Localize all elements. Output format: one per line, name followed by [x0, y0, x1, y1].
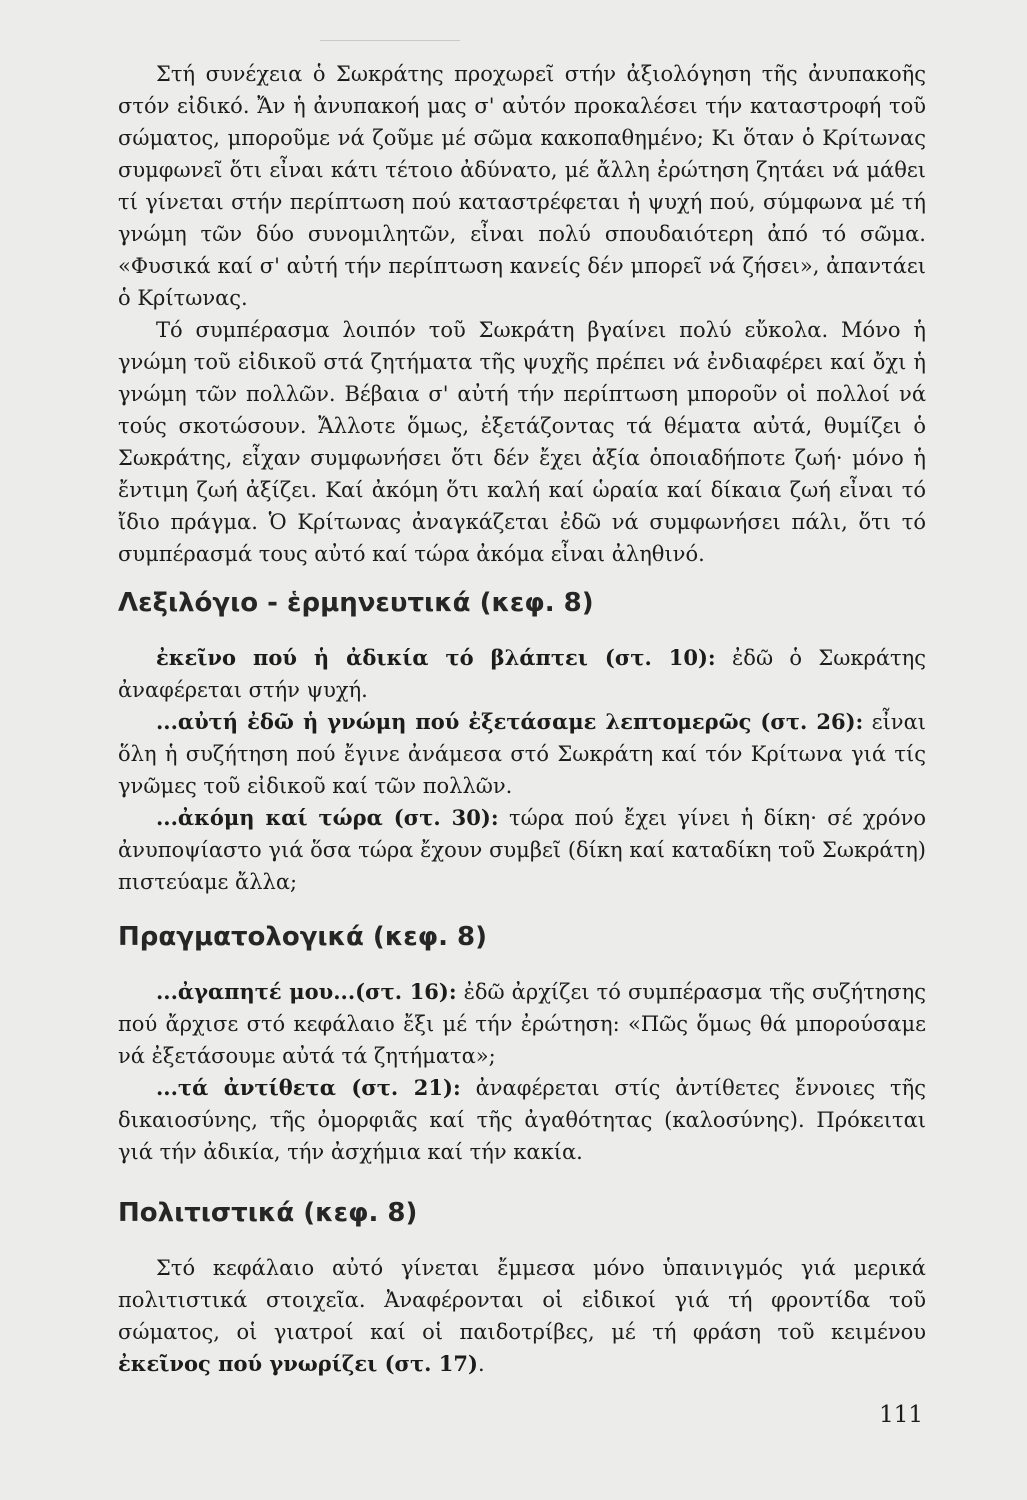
main-paragraph-1: Στή συνέχεια ὁ Σωκράτης προχωρεῖ στήν ἀξιολόγηση τῆς ἀνυπακοῆς στόν εἰδικό. Ἄν ἡ ἀνυπακοή μας σ' αὐτόν προκαλέσει τήν καταστροφή τοῦ σώματος, μποροῦμε νά ζοῦμε μέ σῶμα κακοπαθημένο; Κι ὅταν ὁ Κρίτωνας συμφωνεῖ ὅτι εἶναι κάτι τέτοιο ἀδύνατο, μέ ἄλλη ἐρώτηση ζητάει νά μάθει τί γίνεται στήν περίπτωση πού καταστρέφεται ἡ ψυχή πού, σύμφωνα μέ τή γνώμη τῶν δύο συνομιλητῶν, εἶναι πολύ σπουδαιότερη ἀπό τό σῶμα. «Φυσικά καί σ' αὐτή τήν περίπτωση κανείς δέν μπορεῖ νά ζήσει», ἀπαντάει ὁ Κρίτωνας. [118, 62, 926, 310]
section-lexilogio [118, 642, 926, 898]
paragraph-term: ἐκεῖνος πού γνωρίζει (στ. 17) [118, 1351, 478, 1376]
entry-lexilogio-2 [118, 706, 926, 802]
section-heading-lexilogio: Λεξιλόγιο - ἑρμηνευτικά (κεφ. 8) [118, 588, 594, 618]
paragraph-text: Στό κεφάλαιο αὐτό γίνεται ἔμμεσα μόνο ὑπαινιγμός γιά μερικά πολιτιστικά στοιχεῖα. Ἀναφέρονται οἱ εἰδικοί γιά τή φροντίδα τοῦ σώματος, οἱ γιατροί καί οἱ παιδοτρίβες, μέ τή φράση τοῦ κειμένου [118, 1256, 926, 1344]
page-number: 111 [879, 1402, 923, 1428]
main-paragraph-2: Τό συμπέρασμα λοιπόν τοῦ Σωκράτη βγαίνει πολύ εὔκολα. Μόνο ἡ γνώμη τοῦ εἰδικοῦ στά ζητήματα τῆς ψυχῆς πρέπει νά ἐνδιαφέρει καί ὄχι ἡ γνώμη τῶν πολλῶν. Βέβαια σ' αὐτή τήν περίπτωση μποροῦν οἱ πολλοί νά τούς σκοτώσουν. Ἄλλοτε ὅμως, ἐξετάζοντας τά θέματα αὐτά, θυμίζει ὁ Σωκράτης, εἶχαν συμφωνήσει ὅτι δέν ἔχει ἀξία ὁποιαδήποτε ζωή· μόνο ἡ ἔντιμη ζωή ἀξίζει. Καί ἀκόμη ὅτι καλή καί ὡραία καί δίκαια ζωή εἶναι τό ἴδιο πράγμα. Ὁ Κρίτωνας ἀναγκάζεται ἐδῶ νά συμφωνήσει πάλι, ὅτι τό συμπέρασμά τους αὐτό καί τώρα ἀκόμα εἶναι ἀληθινό. [118, 318, 926, 566]
section-politistika [118, 1252, 926, 1380]
politistika-paragraph [118, 1252, 926, 1380]
paragraph-end: . [477, 1352, 485, 1376]
section-pragmatologika [118, 976, 926, 1168]
entry-text: ἐδῶ ἀρχίζει τό συμπέρασμα τῆς συζήτησης πού ἄρχισε στό κεφάλαιο ἔξι μέ τήν ἐρώτηση: «Πῶς ὅμως θά μπορούσαμε νά ἐξετάσουμε αὐτά τά ζητήματα»; [118, 980, 926, 1068]
entry-term: ...αὐτή ἐδῶ ἡ γνώμη πού ἐξετάσαμε λεπτομερῶς (στ. 26): [156, 709, 864, 734]
entry-lexilogio-1 [118, 642, 926, 706]
section-heading-pragmatologika: Πραγματολογικά (κεφ. 8) [118, 922, 488, 952]
top-rule [320, 40, 460, 41]
entry-lexilogio-3 [118, 802, 926, 898]
entry-text: ἀναφέρεται στίς ἀντίθετες ἔννοιες τῆς δικαιοσύνης, τῆς ὀμορφιᾶς καί τῆς ἀγαθότητας (καλοσύνης). Πρόκειται γιά τήν ἀδικία, τήν ἀσχήμια καί τήν κακία. [118, 1076, 926, 1164]
section-heading-politistika: Πολιτιστικά (κεφ. 8) [118, 1198, 418, 1228]
entry-term: ἐκεῖνο πού ἡ ἀδικία τό βλάπτει (στ. 10): [156, 645, 716, 670]
entry-pragmatologika-2 [118, 1072, 926, 1168]
entry-text: ἐδῶ ὁ Σωκράτης ἀναφέρεται στήν ψυχή. [118, 646, 926, 702]
entry-pragmatologika-1 [118, 976, 926, 1072]
entry-term: ...τά ἀντίθετα (στ. 21): [156, 1075, 461, 1100]
entry-term: ...ἀκόμη καί τώρα (στ. 30): [156, 805, 499, 830]
entry-text: τώρα πού ἔχει γίνει ἡ δίκη· σέ χρόνο ἀνυποψίαστο γιά ὅσα τώρα ἔχουν συμβεῖ (δίκη καί καταδίκη τοῦ Σωκράτη) πιστεύαμε ἄλλα; [118, 806, 926, 894]
entry-text: εἶναι ὅλη ἡ συζήτηση πού ἔγινε ἀνάμεσα στό Σωκράτη καί τόν Κρίτωνα γιά τίς γνῶμες τοῦ εἰδικοῦ καί τῶν πολλῶν. [118, 710, 926, 798]
main-text [118, 58, 926, 570]
entry-term: ...ἀγαπητέ μου...(στ. 16): [156, 979, 457, 1004]
